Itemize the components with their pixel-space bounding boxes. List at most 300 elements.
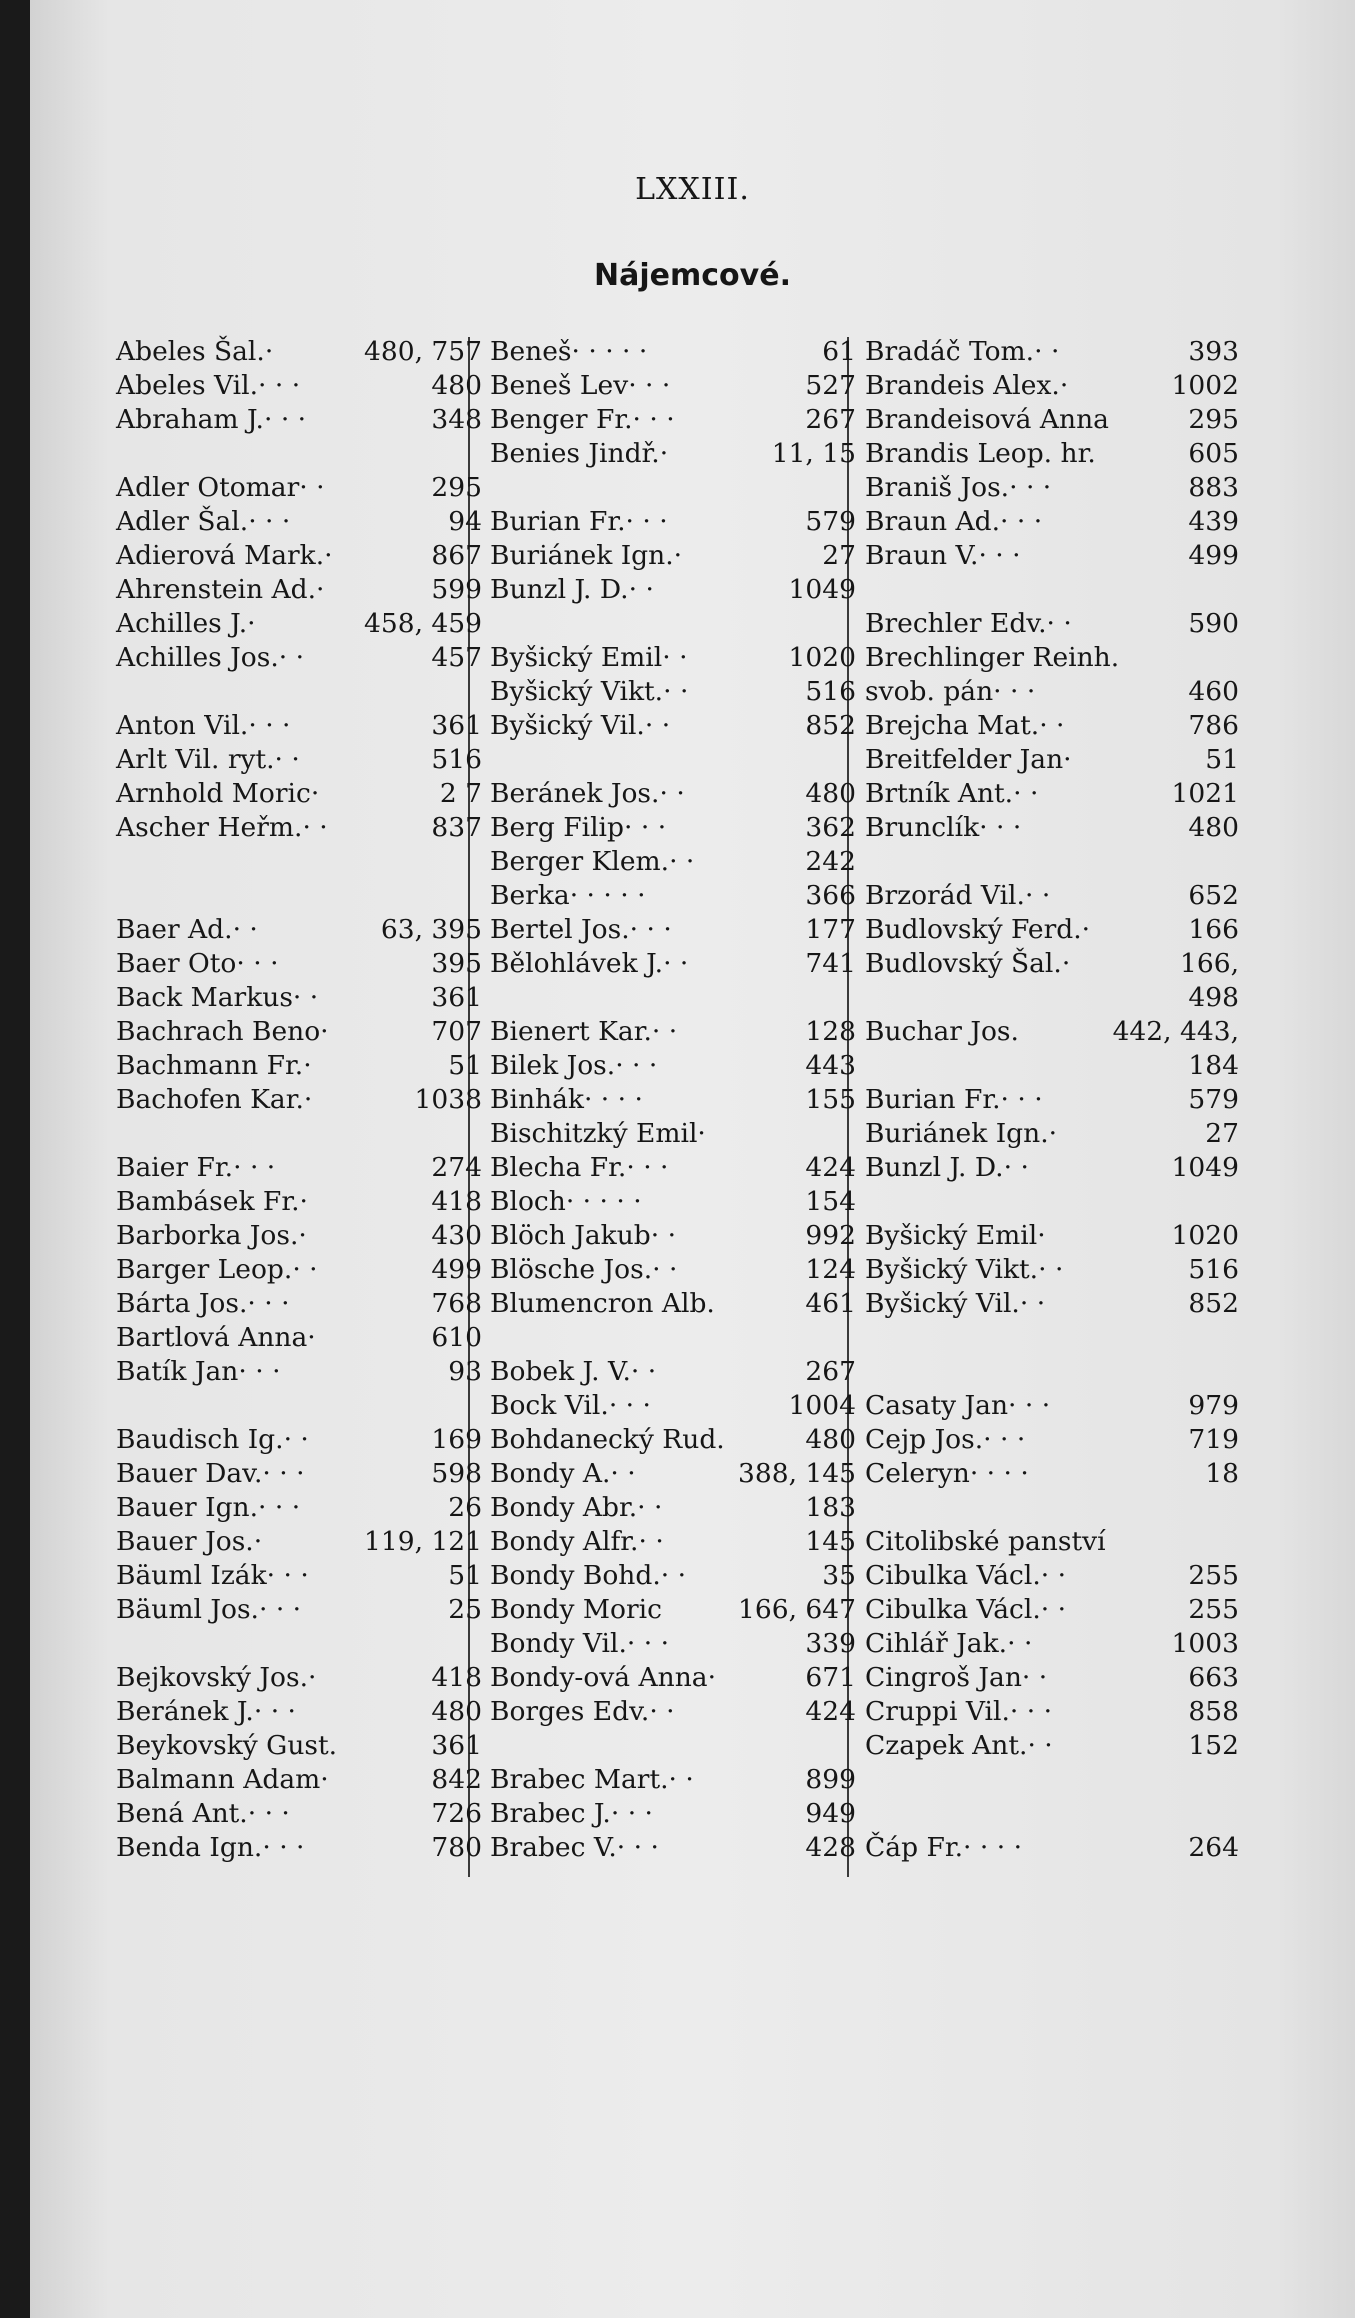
entry-page-refs: 480 <box>805 778 856 809</box>
entry-page-refs: 242 <box>805 846 856 877</box>
entry-name: Abeles Vil. <box>116 370 259 401</box>
entry-leader-dots: · · <box>302 812 328 843</box>
entry-name: Buriánek Ign. <box>490 540 674 571</box>
entry-page-refs: 858 <box>1188 1696 1239 1727</box>
index-entry <box>116 1627 482 1661</box>
entry-leader-dots: · · · <box>993 676 1036 707</box>
entry-name: Bondy A. <box>490 1458 611 1489</box>
index-entry <box>490 1185 856 1219</box>
entry-page-refs: 348 <box>431 404 482 435</box>
entry-page-refs: 177 <box>805 914 856 945</box>
index-entry <box>116 1695 482 1729</box>
index-entry <box>865 743 1239 777</box>
entry-name: Bejkovský Jos. <box>116 1662 309 1693</box>
entry-page-refs: 599 <box>431 574 482 605</box>
index-entry <box>116 403 482 437</box>
entry-name: Borges Edv. <box>490 1696 650 1727</box>
entry-name: Baer Ad. <box>116 914 233 945</box>
entry-page-refs: 418 <box>431 1662 482 1693</box>
entry-leader-dots: · · <box>1007 1628 1033 1659</box>
index-entry <box>490 1797 856 1831</box>
entry-name: Braniš Jos. <box>865 472 1010 503</box>
entry-leader-dots: · <box>659 438 669 469</box>
entry-leader-dots: · · · <box>253 1696 296 1727</box>
entry-name: Benda Ign. <box>116 1832 263 1863</box>
entry-name: Cingroš Jan <box>865 1662 1022 1693</box>
entry-leader-dots: · · · · · <box>565 1186 642 1217</box>
entry-leader-dots: · <box>247 608 256 639</box>
index-entry <box>865 1389 1239 1423</box>
index-entry <box>865 471 1239 505</box>
entry-page-refs: 786 <box>1188 710 1239 741</box>
entry-page-refs: 428 <box>805 1832 856 1863</box>
entry-page-refs: 780 <box>431 1832 482 1863</box>
index-entry <box>865 879 1239 913</box>
index-entry <box>116 1423 482 1457</box>
index-entry <box>865 403 1239 437</box>
index-entry <box>116 1185 482 1219</box>
book-spine-edge <box>0 0 30 2318</box>
entry-page-refs: 395 <box>431 948 482 979</box>
entry-name: Braun Ad. <box>865 506 1001 537</box>
entry-page-refs: 1049 <box>1171 1152 1239 1183</box>
entry-leader-dots: · <box>1063 744 1072 775</box>
index-entry <box>865 675 1239 709</box>
entry-name: Achilles J. <box>116 608 248 639</box>
entry-page-refs: 516 <box>1188 1254 1239 1285</box>
entry-name: Bondy Moric <box>490 1594 662 1625</box>
index-entry <box>490 913 856 947</box>
index-entry <box>116 607 482 641</box>
index-entry <box>490 1593 856 1627</box>
entry-name: Brzorád Vil. <box>865 880 1025 911</box>
index-entry <box>490 1559 856 1593</box>
entry-page-refs: 183 <box>805 1492 856 1523</box>
entry-page-refs: 166 <box>1188 914 1239 945</box>
index-entry <box>116 947 482 981</box>
index-entry <box>865 1457 1239 1491</box>
index-entry <box>116 675 482 709</box>
entry-name: Bondy Vil. <box>490 1628 627 1659</box>
entry-leader-dots: · · · <box>632 404 675 435</box>
entry-name: Cibulka Václ. <box>865 1594 1041 1625</box>
entry-leader-dots: · · <box>274 744 300 775</box>
entry-leader-dots: · · <box>660 1560 687 1591</box>
entry-name: Bertel Jos. <box>490 914 630 945</box>
entry-page-refs: 264 <box>1188 1832 1239 1863</box>
entry-page-refs: 366 <box>805 880 856 911</box>
entry-leader-dots: · <box>316 574 325 605</box>
entry-page-refs: 361 <box>431 982 482 1013</box>
entry-page-refs: 1038 <box>414 1084 482 1115</box>
entry-page-refs: 842 <box>431 1764 482 1795</box>
entry-page-refs: 361 <box>431 1730 482 1761</box>
index-entry <box>116 471 482 505</box>
index-entry <box>116 743 482 777</box>
entry-page-refs: 51 <box>448 1050 482 1081</box>
entry-page-refs: 1049 <box>788 574 856 605</box>
entry-page-refs: 61 <box>822 336 856 367</box>
entry-leader-dots: · · · <box>629 914 672 945</box>
entry-name: Braun V. <box>865 540 979 571</box>
entry-name: Ascher Heřm. <box>116 812 303 843</box>
index-entry <box>490 1763 856 1797</box>
entry-page-refs: 726 <box>431 1798 482 1829</box>
index-entry <box>865 777 1239 811</box>
index-entry <box>490 335 856 369</box>
entry-name: Bunzl J. D. <box>490 574 629 605</box>
entry-name: Batík Jan <box>116 1356 239 1387</box>
entry-page-refs: 480 <box>431 1696 482 1727</box>
index-entry <box>116 777 482 811</box>
index-column-1 <box>116 335 482 1865</box>
index-entry <box>116 1491 482 1525</box>
entry-page-refs: 1004 <box>788 1390 856 1421</box>
entry-page-refs: 63, 395 <box>380 914 482 945</box>
entry-leader-dots: · · <box>1003 1152 1029 1183</box>
entry-leader-dots: · <box>253 1526 263 1557</box>
entry-name: Baudisch Ig. <box>116 1424 284 1455</box>
index-entry <box>865 981 1239 1015</box>
index-entry <box>865 505 1239 539</box>
entry-page-refs: 883 <box>1188 472 1239 503</box>
entry-name: Barger Leop. <box>116 1254 293 1285</box>
entry-leader-dots: · <box>310 778 320 809</box>
index-entry <box>490 1287 856 1321</box>
entry-name: Budlovský Ferd. <box>865 914 1082 945</box>
entry-page-refs: 295 <box>1188 404 1239 435</box>
index-entry <box>490 709 856 743</box>
entry-page-refs: 442, 443, <box>1112 1016 1239 1047</box>
entry-page-refs: 457 <box>431 642 482 673</box>
entry-page-refs: 27 <box>822 540 856 571</box>
index-entry <box>865 1117 1239 1151</box>
entry-page-refs: 719 <box>1188 1424 1239 1455</box>
index-entry <box>865 1253 1239 1287</box>
entry-page-refs: 184 <box>1188 1050 1239 1081</box>
entry-page-refs: 27 <box>1205 1118 1239 1149</box>
index-entry <box>490 539 856 573</box>
entry-leader-dots: · · · <box>1000 1084 1043 1115</box>
entry-name: Blecha Fr. <box>490 1152 627 1183</box>
entry-leader-dots: · · <box>1021 1662 1048 1693</box>
index-entry <box>116 1117 482 1151</box>
index-entry <box>490 505 856 539</box>
entry-leader-dots: · · · <box>1009 472 1052 503</box>
index-entry <box>116 539 482 573</box>
entry-page-refs: 852 <box>805 710 856 741</box>
entry-page-refs: 11, 15 <box>771 438 856 469</box>
entry-leader-dots: · · · <box>248 710 291 741</box>
entry-leader-dots: · <box>308 1662 317 1693</box>
entry-page-refs: 671 <box>805 1662 856 1693</box>
entry-page-refs: 362 <box>805 812 856 843</box>
entry-name: Bambásek Fr. <box>116 1186 300 1217</box>
entry-leader-dots: · · <box>663 948 689 979</box>
entry-page-refs: 430 <box>431 1220 482 1251</box>
entry-page-refs: 460 <box>1188 676 1239 707</box>
entry-name: Blösche Jos. <box>490 1254 653 1285</box>
entry-page-refs: 1021 <box>1171 778 1239 809</box>
entry-page-refs: 128 <box>805 1016 856 1047</box>
index-entry <box>865 1355 1239 1389</box>
index-entry <box>116 981 482 1015</box>
entry-leader-dots: · · <box>232 914 258 945</box>
entry-name: Brejcha Mat. <box>865 710 1040 741</box>
index-entry <box>116 1525 482 1559</box>
entry-leader-dots: · · <box>1038 1254 1064 1285</box>
index-entry <box>865 1661 1239 1695</box>
entry-page-refs: 707 <box>431 1016 482 1047</box>
index-entry <box>490 1423 856 1457</box>
index-entry <box>490 879 856 913</box>
index-entry <box>865 607 1239 641</box>
index-entry <box>490 403 856 437</box>
entry-leader-dots: · · · <box>626 1628 670 1659</box>
index-entry <box>116 879 482 913</box>
entry-leader-dots: · · <box>652 1254 678 1285</box>
entry-page-refs: 480, 757 <box>363 336 482 367</box>
index-entry <box>865 1525 1239 1559</box>
index-entry <box>490 1117 856 1151</box>
entry-page-refs: 652 <box>1188 880 1239 911</box>
entry-name: Bäuml Izák <box>116 1560 267 1591</box>
entry-name: Bachrach Beno <box>116 1016 321 1047</box>
entry-name: Berka <box>490 880 570 911</box>
entry-leader-dots: · <box>1059 370 1069 401</box>
entry-page-refs: 424 <box>805 1152 856 1183</box>
entry-page-refs: 949 <box>805 1798 856 1829</box>
entry-name: Bunzl J. D. <box>865 1152 1004 1183</box>
entry-leader-dots: · · · <box>626 1152 669 1183</box>
entry-name: Byšický Vikt. <box>865 1254 1039 1285</box>
entry-leader-dots: · · · <box>628 370 671 401</box>
index-entry <box>490 1831 856 1865</box>
index-entry <box>116 1321 482 1355</box>
entry-leader-dots: · · · <box>236 948 279 979</box>
index-entry <box>865 1083 1239 1117</box>
entry-page-refs: 418 <box>431 1186 482 1217</box>
entry-name: Bondy-ová Anna <box>490 1662 708 1693</box>
index-entry <box>490 1321 856 1355</box>
entry-leader-dots: · · <box>1040 1560 1067 1591</box>
index-entry <box>865 1321 1239 1355</box>
index-entry <box>490 1253 856 1287</box>
entry-leader-dots: · · · <box>248 506 291 537</box>
index-entry <box>490 947 856 981</box>
entry-leader-dots: · · <box>638 1526 664 1557</box>
entry-name: Celeryn <box>865 1458 970 1489</box>
entry-page-refs: 1020 <box>788 642 856 673</box>
entry-leader-dots: · · <box>292 982 319 1013</box>
entry-name: Bauer Dav. <box>116 1458 263 1489</box>
entry-page-refs: 837 <box>431 812 482 843</box>
entry-page-refs: 145 <box>805 1526 856 1557</box>
entry-page-refs: 480 <box>1188 812 1239 843</box>
index-entry <box>865 1185 1239 1219</box>
entry-leader-dots: · · · <box>1009 1696 1053 1727</box>
entry-leader-dots: · · <box>659 778 685 809</box>
entry-leader-dots: · · · <box>979 812 1022 843</box>
entry-page-refs: 499 <box>431 1254 482 1285</box>
entry-name: Bená Ant. <box>116 1798 248 1829</box>
entry-page-refs: 267 <box>805 404 856 435</box>
entry-name: Adler Otomar <box>116 472 300 503</box>
entry-leader-dots: · · · <box>238 1356 281 1387</box>
index-entry <box>116 641 482 675</box>
index-entry <box>116 437 482 471</box>
index-entry <box>116 709 482 743</box>
entry-page-refs: 169 <box>431 1424 482 1455</box>
entry-name: Burian Fr. <box>865 1084 1001 1115</box>
index-entry <box>865 1015 1239 1049</box>
index-entry <box>490 1083 856 1117</box>
index-entry <box>865 1559 1239 1593</box>
entry-page-refs: 443 <box>805 1050 856 1081</box>
entry-leader-dots: · <box>673 540 683 571</box>
entry-leader-dots: · · · <box>247 1798 290 1829</box>
index-entry <box>490 811 856 845</box>
page-number: LXXIII. <box>635 172 750 207</box>
entry-page-refs: 579 <box>805 506 856 537</box>
index-entry <box>116 1831 482 1865</box>
entry-page-refs: 480 <box>805 1424 856 1455</box>
index-entry <box>116 845 482 879</box>
entry-name: Berg Filip <box>490 812 624 843</box>
index-entry <box>116 1559 482 1593</box>
entry-leader-dots: · <box>299 1186 308 1217</box>
entry-name: Czapek Ant. <box>865 1730 1028 1761</box>
index-entry <box>490 1661 856 1695</box>
index-entry <box>490 1491 856 1525</box>
index-entry <box>865 1049 1239 1083</box>
entry-leader-dots: · · · <box>258 1594 302 1625</box>
entry-name: Brtník Ant. <box>865 778 1014 809</box>
entry-leader-dots: · · · <box>258 370 301 401</box>
entry-name: Brechlinger Reinh. <box>865 642 1120 673</box>
entry-leader-dots: · · <box>299 472 325 503</box>
index-entry <box>116 1729 482 1763</box>
index-entry <box>116 1661 482 1695</box>
entry-leader-dots: · · <box>1034 336 1060 367</box>
entry-name: Baer Oto <box>116 948 237 979</box>
entry-name: Back Markus <box>116 982 293 1013</box>
index-entry <box>490 1049 856 1083</box>
entry-leader-dots: · · <box>292 1254 318 1285</box>
entry-leader-dots: · · · <box>625 506 668 537</box>
index-entry <box>865 641 1239 675</box>
entry-name: Bobek J. V. <box>490 1356 631 1387</box>
entry-name: Bondy Abr. <box>490 1492 638 1523</box>
entry-leader-dots: · · · · · <box>569 880 646 911</box>
index-entry <box>490 777 856 811</box>
index-entry <box>490 573 856 607</box>
index-entry <box>490 1389 856 1423</box>
entry-name: Cihlář Jak. <box>865 1628 1008 1659</box>
entry-name: Abeles Šal. <box>116 336 265 367</box>
entry-page-refs: 579 <box>1188 1084 1239 1115</box>
index-entry <box>865 1151 1239 1185</box>
index-entry <box>116 1253 482 1287</box>
entry-page-refs: 94 <box>448 506 482 537</box>
index-entry <box>116 1219 482 1253</box>
entry-name: Binhák <box>490 1084 584 1115</box>
entry-name: Brunclík <box>865 812 980 843</box>
entry-leader-dots: · · · <box>258 1492 301 1523</box>
entry-leader-dots: · · <box>1039 710 1065 741</box>
entry-page-refs: 339 <box>805 1628 856 1659</box>
index-entry <box>490 845 856 879</box>
entry-name: Byšický Vil. <box>490 710 645 741</box>
entry-leader-dots: · <box>298 1220 307 1251</box>
index-entry <box>865 913 1239 947</box>
entry-name: Brabec Mart. <box>490 1764 669 1795</box>
entry-leader-dots: · <box>1061 948 1071 979</box>
entry-name: Brandis Leop. hr. <box>865 438 1096 469</box>
entry-leader-dots: · · <box>628 574 654 605</box>
entry-page-refs: 768 <box>431 1288 482 1319</box>
index-entry <box>116 335 482 369</box>
entry-name: Bischitzký Emil <box>490 1118 698 1149</box>
entry-leader-dots: · · · <box>616 1832 659 1863</box>
entry-leader-dots: · · <box>1046 608 1072 639</box>
entry-name: Bárta Jos. <box>116 1288 248 1319</box>
entry-name: Bauer Ign. <box>116 1492 259 1523</box>
index-entry <box>490 1219 856 1253</box>
entry-page-refs: 527 <box>805 370 856 401</box>
entry-page-refs: 424 <box>805 1696 856 1727</box>
entry-leader-dots: · <box>303 1084 313 1115</box>
entry-leader-dots: · <box>707 1662 717 1693</box>
entry-name: Ahrenstein Ad. <box>116 574 317 605</box>
entry-page-refs: 393 <box>1188 336 1239 367</box>
entry-page-refs: 741 <box>805 948 856 979</box>
entry-name: Beneš Lev <box>490 370 629 401</box>
index-entry <box>865 1729 1239 1763</box>
entry-name: Anton Vil. <box>116 710 249 741</box>
entry-page-refs: 274 <box>431 1152 482 1183</box>
index-entry <box>490 1151 856 1185</box>
entry-leader-dots: · · · <box>610 1798 653 1829</box>
index-entry <box>865 709 1239 743</box>
document-page <box>30 0 1355 2318</box>
entry-name: Brandeisová Anna <box>865 404 1109 435</box>
index-entry <box>865 1219 1239 1253</box>
index-entry <box>865 1797 1239 1831</box>
index-entry <box>116 369 482 403</box>
entry-name: Arlt Vil. ryt. <box>116 744 275 775</box>
entry-name: Bilek Jos. <box>490 1050 616 1081</box>
index-entry <box>490 1525 856 1559</box>
index-entry <box>116 573 482 607</box>
entry-leader-dots: · <box>1037 1220 1046 1251</box>
entry-page-refs: 152 <box>1188 1730 1239 1761</box>
index-entry <box>116 913 482 947</box>
entry-leader-dots: · · · · <box>963 1832 1022 1863</box>
index-entry <box>490 1627 856 1661</box>
entry-name: Balmann Adam <box>116 1764 321 1795</box>
entry-page-refs: 458, 459 <box>363 608 482 639</box>
entry-leader-dots: · · <box>283 1424 309 1455</box>
index-entry <box>865 1763 1239 1797</box>
entry-leader-dots: · · · <box>247 1288 290 1319</box>
index-entry <box>865 1831 1239 1865</box>
entry-name: Blumencron Alb. <box>490 1288 715 1319</box>
entry-leader-dots: · · · <box>1008 1390 1051 1421</box>
index-entry <box>490 1355 856 1389</box>
index-entry <box>865 335 1239 369</box>
entry-name: Berger Klem. <box>490 846 670 877</box>
